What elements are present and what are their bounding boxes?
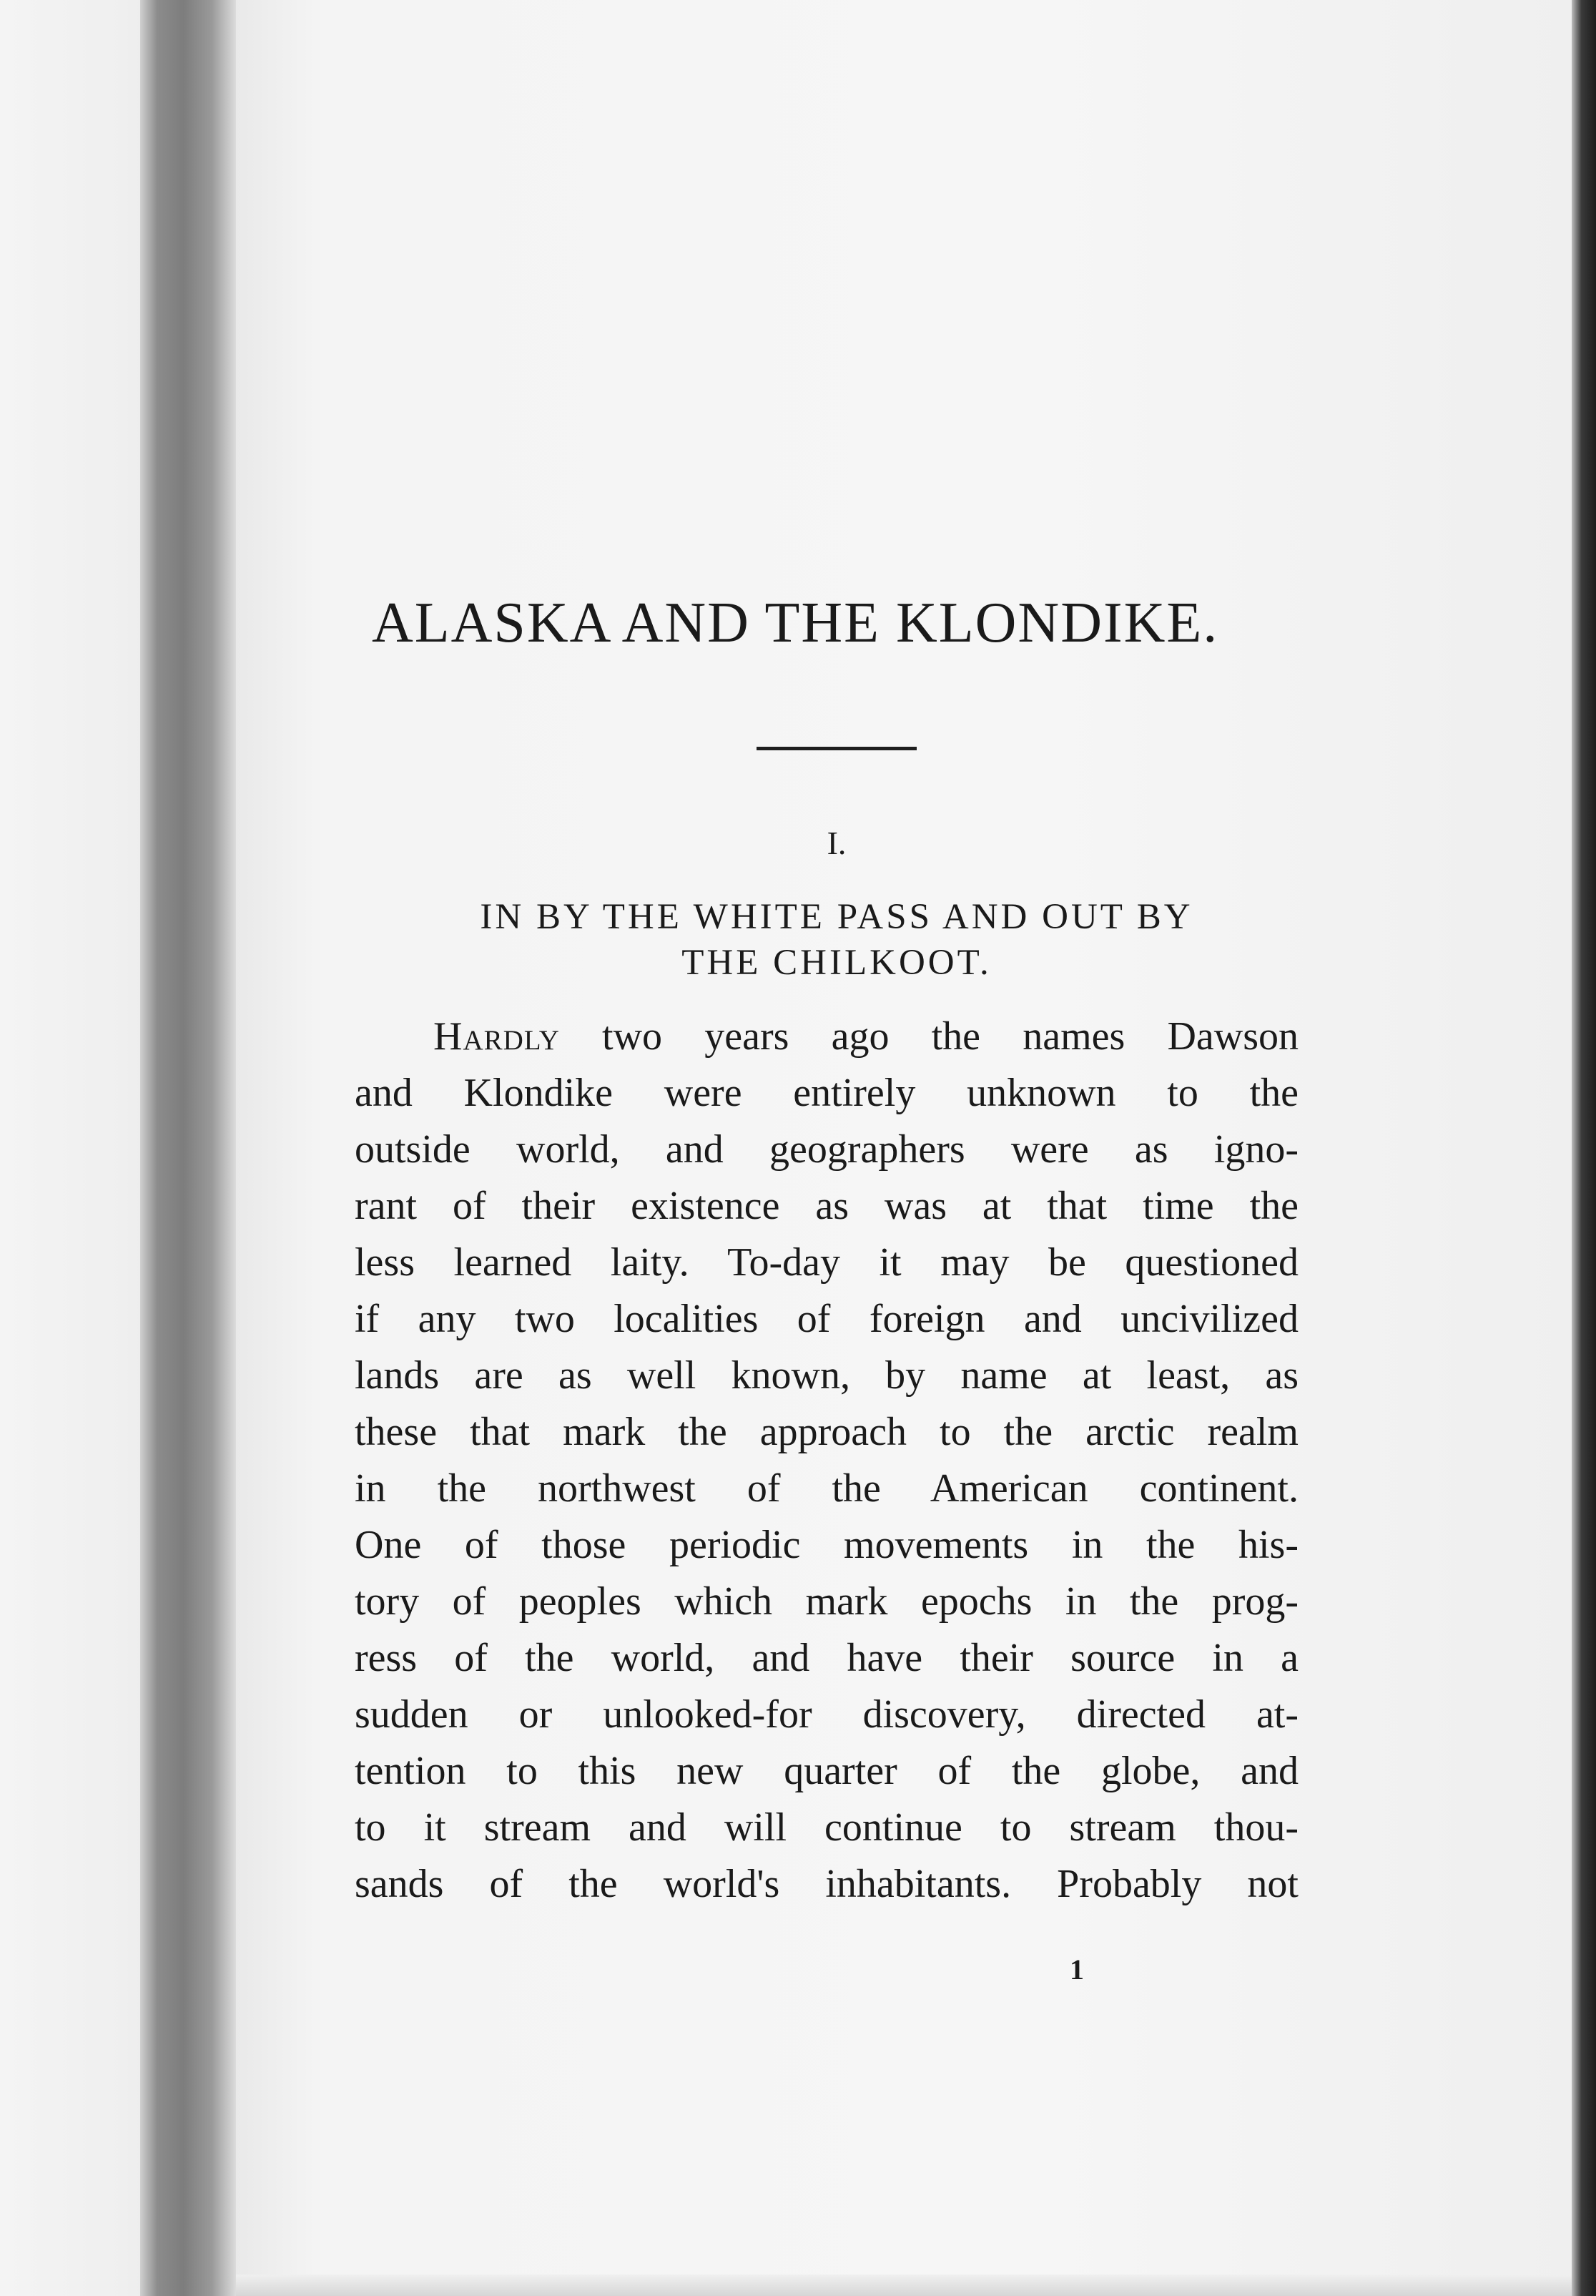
chapter-title-line-2: THE CHILKOOT. xyxy=(681,943,992,983)
page-number: 1 xyxy=(1070,1953,1084,1986)
body-line-4: rant of their existence as was at that time the xyxy=(355,1184,1299,1228)
body-line-1 xyxy=(355,1009,1299,1065)
body-line-12: ress of the world, and have their source in a xyxy=(355,1636,1299,1680)
body-line-8: these that mark the approach to the arctic realm xyxy=(355,1410,1299,1454)
body-line-11: tory of peoples which mark epochs in the prog- xyxy=(355,1579,1299,1624)
title-rule-divider xyxy=(757,747,917,750)
book-title: ALASKA AND THE KLONDIKE. xyxy=(372,592,1219,654)
body-line-2: and Klondike were entirely unknown to the xyxy=(355,1071,1299,1115)
body-line-16: sands of the world's inhabitants. Probably not xyxy=(355,1862,1299,1906)
chapter-title xyxy=(358,894,1316,986)
book-gutter-shadow xyxy=(140,0,236,2296)
body-line-14: tention to this new quarter of the globe, and xyxy=(355,1749,1299,1793)
body-line-15: to it stream and will continue to stream thou- xyxy=(355,1805,1299,1850)
body-paragraph xyxy=(355,1009,1299,1913)
body-line-7: lands are as well known, by name at least, as xyxy=(355,1353,1299,1398)
body-line-5: less learned laity. To-day it may be questioned xyxy=(355,1240,1299,1285)
body-line-6: if any two localities of foreign and uncivilized xyxy=(355,1297,1299,1341)
body-line-3: outside world, and geographers were as igno- xyxy=(355,1127,1299,1172)
body-line-13: sudden or unlooked-for discovery, directed at- xyxy=(355,1692,1299,1737)
chapter-number: I. xyxy=(827,825,847,861)
chapter-title-line-1: IN BY THE WHITE PASS AND OUT BY xyxy=(480,897,1193,937)
page-bottom-edge xyxy=(236,2275,1572,2296)
page-right-edge xyxy=(1572,0,1596,2296)
lead-word: Hardly xyxy=(433,1014,560,1059)
body-line-1-rest: two years ago the names Dawson xyxy=(559,1014,1299,1059)
body-line-9: in the northwest of the American continent. xyxy=(355,1466,1299,1511)
body-line-10: One of those periodic movements in the his- xyxy=(355,1523,1299,1567)
